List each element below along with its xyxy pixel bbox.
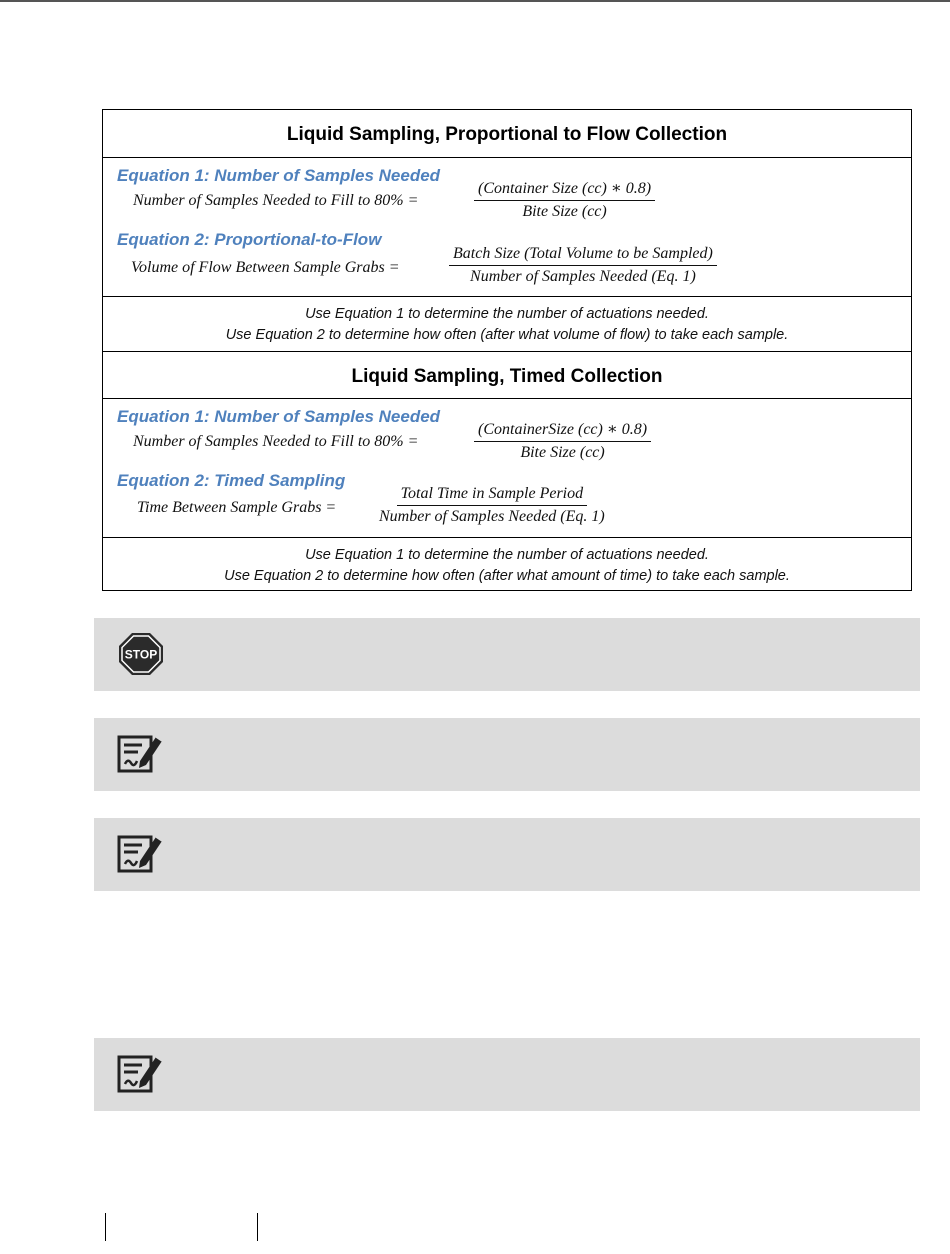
top-rule xyxy=(0,0,950,2)
eq-fraction xyxy=(375,485,609,526)
timed-title: Liquid Sampling, Timed Collection xyxy=(351,366,663,387)
eq-fraction xyxy=(474,178,655,221)
proportional-eq1-formula xyxy=(133,178,833,228)
eq-numerator: (Container Size (cc) ∗ 0.8) xyxy=(474,178,655,201)
eq-denominator: Number of Samples Needed (Eq. 1) xyxy=(470,268,696,285)
note-line-1: Use Equation 1 to determine the number of actuations needed. xyxy=(305,306,709,322)
note-callout xyxy=(94,1038,920,1111)
timed-eq1-heading: Equation 1: Number of Samples Needed xyxy=(117,407,441,426)
eq-lhs: Time Between Sample Grabs = xyxy=(137,499,337,516)
timed-eq1-formula xyxy=(133,419,833,469)
footer-divider xyxy=(105,1213,106,1241)
timed-eq2-heading: Equation 2: Timed Sampling xyxy=(117,471,346,490)
note-line-2: Use Equation 2 to determine how often (after what amount of time) to take each sample. xyxy=(224,568,790,584)
timed-eq2-formula xyxy=(137,485,737,535)
note-pen-icon xyxy=(116,831,166,877)
timed-note xyxy=(103,545,911,587)
proportional-note xyxy=(103,304,911,346)
eq-numerator: Total Time in Sample Period xyxy=(397,485,588,506)
note-pen-icon xyxy=(116,1051,166,1097)
eq-fraction xyxy=(474,419,651,462)
eq-fraction xyxy=(449,245,717,286)
proportional-title: Liquid Sampling, Proportional to Flow Collection xyxy=(286,124,728,145)
note-callout xyxy=(94,718,920,791)
eq-lhs: Volume of Flow Between Sample Grabs = xyxy=(131,259,400,276)
note-pen-icon xyxy=(116,731,166,777)
eq-numerator: Batch Size (Total Volume to be Sampled) xyxy=(449,245,717,266)
eq-denominator: Bite Size (cc) xyxy=(520,444,605,461)
divider xyxy=(103,537,911,538)
eq-denominator: Bite Size (cc) xyxy=(522,203,607,220)
divider xyxy=(103,157,911,158)
note-line-1: Use Equation 1 to determine the number of actuations needed. xyxy=(305,547,709,563)
eq-denominator: Number of Samples Needed (Eq. 1) xyxy=(379,508,605,525)
divider xyxy=(103,296,911,297)
proportional-eq2-heading: Equation 2: Proportional-to-Flow xyxy=(117,230,382,249)
proportional-eq1-heading: Equation 1: Number of Samples Needed xyxy=(117,166,441,185)
proportional-eq2-formula xyxy=(131,245,851,295)
eq-numerator: (ContainerSize (cc) ∗ 0.8) xyxy=(474,419,651,442)
note-line-2: Use Equation 2 to determine how often (after what volume of flow) to take each sample. xyxy=(225,327,789,343)
footer-divider xyxy=(257,1213,258,1241)
divider xyxy=(103,351,911,352)
stop-callout xyxy=(94,618,920,691)
stop-sign-label: STOP xyxy=(124,647,158,662)
eq-lhs: Number of Samples Needed to Fill to 80% = xyxy=(133,192,419,209)
stop-sign-icon xyxy=(116,631,166,677)
note-callout xyxy=(94,818,920,891)
equation-table xyxy=(102,109,912,591)
divider xyxy=(103,398,911,399)
eq-lhs: Number of Samples Needed to Fill to 80% = xyxy=(133,433,419,450)
